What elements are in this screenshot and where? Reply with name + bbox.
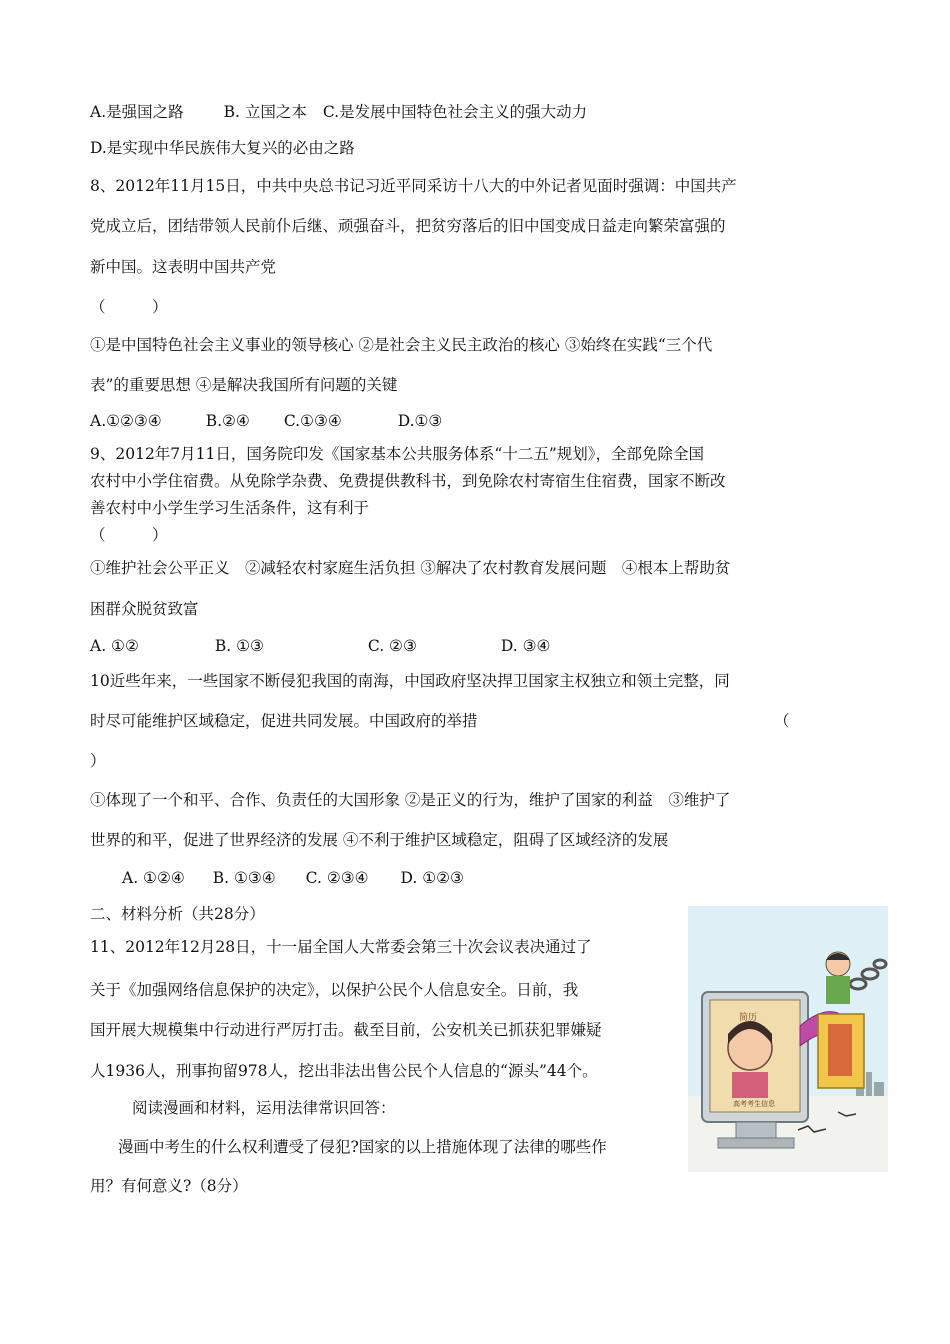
q10-paren-close: ） [90, 752, 106, 770]
q11-material-line1: 11、2012年12月28日，十一届全国人大常委会第三十次会议表决通过了 [90, 938, 592, 956]
cartoon-card-text: 高考考生信息 [733, 1100, 775, 1108]
q11-question-line1: 漫画中考生的什么权利遭受了侵犯?国家的以上措施体现了法律的哪些作 [118, 1138, 607, 1156]
q9-stem-line1: 9、2012年7月11日，国务院印发《国家基本公共服务体系“十二五”规划》，全部免除全国 [90, 445, 704, 463]
q11-prompt: 阅读漫画和材料，运用法律常识回答： [132, 1099, 396, 1117]
thief-figure-icon [826, 952, 850, 1004]
q8-items-line1: ①是中国特色社会主义事业的领导核心 ②是社会主义民主政治的核心 ③始终在实践“三个代 [90, 336, 713, 354]
student-portrait-icon [728, 1021, 772, 1098]
q8-stem-line3: 新中国。这表明中国共产党 [90, 258, 277, 276]
q8-option-d: D.①③ [397, 412, 443, 430]
q7-option-a: A.是强国之路 [90, 103, 184, 121]
q8-items-line2: 表”的重要思想 ④是解决我国所有问题的关键 [90, 376, 398, 394]
q8-answer-paren: （ ） [90, 298, 168, 316]
cartoon-sign-text: 简历 [738, 1013, 758, 1023]
q11-material-line2: 关于《加强网络信息保护的决定》，以保护公民个人信息安全。日前，我 [90, 981, 579, 999]
q11-material-line3: 国开展大规模集中行动进行严厉打击。截至目前，公安机关已抓获犯罪嫌疑 [90, 1021, 602, 1039]
q10-stem-line2: 时尽可能维护区域稳定，促进共同发展。中国政府的举措 [90, 712, 478, 730]
q10-option-d: D. ①②③ [400, 869, 464, 887]
q9-items-line2: 困群众脱贫致富 [90, 600, 199, 618]
q10-items-line2: 世界的和平，促进了世界经济的发展 ④不利于维护区域稳定，阻碍了区域经济的发展 [90, 831, 669, 849]
q10-option-a: A. ①②④ [122, 869, 185, 887]
q7-options-row [90, 102, 587, 122]
cartoon-illustration [688, 906, 888, 1172]
q9-option-b: B. ①③ [214, 637, 264, 655]
section2-title: 二、材料分析（共28分） [90, 905, 265, 923]
q7-option-b: B. 立国之本 [223, 103, 307, 121]
q10-option-b: B. ①③④ [212, 869, 276, 887]
q9-option-d: D. ③④ [500, 637, 551, 655]
q8-stem-line1: 8、2012年11月15日，中共中央总书记习近平同采访十八大的中外记者见面时强调：中国共产 [90, 177, 737, 195]
q9-stem-line3: 善农村中小学生学习生活条件，这有利于 [90, 499, 370, 517]
q8-option-c: C.①③④ [283, 412, 342, 430]
q7-option-c: C.是发展中国特色社会主义的强大动力 [322, 103, 588, 121]
q9-items-line1: ①维护社会公平正义 ②减轻农村家庭生活负担 ③解决了农村教育发展问题 ④根本上帮助贫 [90, 559, 731, 577]
q10-option-c: C. ②③④ [305, 869, 369, 887]
q8-option-a: A.①②③④ [90, 412, 162, 430]
q10-options-row [122, 868, 464, 888]
cartoon-svg [688, 906, 888, 1172]
q8-options-row [90, 411, 442, 431]
q9-option-a: A. ①② [90, 637, 139, 655]
box-label [828, 1024, 852, 1076]
q9-option-c: C. ②③ [367, 637, 417, 655]
q10-items-line1: ①体现了一个和平、合作、负责任的大国形象 ②是正义的行为，维护了国家的利益 ③维护了 [90, 791, 731, 809]
q10-stem-line1: 10近些年来，一些国家不断侵犯我国的南海，中国政府坚决捍卫国家主权独立和领土完整，同 [90, 672, 730, 690]
q10-paren-open: （ [774, 712, 790, 730]
q11-material-line4: 人1936人，刑事拘留978人，挖出非法出售公民个人信息的“源头”44个。 [90, 1062, 598, 1080]
q9-answer-paren: （ ） [90, 526, 168, 544]
q8-stem-line2: 党成立后，团结带领人民前仆后继、顽强奋斗，把贫穷落后的旧中国变成日益走向繁荣富强的 [90, 217, 726, 235]
q9-stem-line2: 农村中小学住宿费。从免除学杂费、免费提供教科书，到免除农村寄宿生住宿费，国家不断改 [90, 472, 726, 490]
q7-option-d: D.是实现中华民族伟大复兴的必由之路 [90, 139, 355, 157]
q11-question-line2: 用？有何意义?（8分） [90, 1177, 248, 1195]
q8-option-b: B.②④ [205, 412, 250, 430]
q9-options-row [90, 636, 550, 656]
